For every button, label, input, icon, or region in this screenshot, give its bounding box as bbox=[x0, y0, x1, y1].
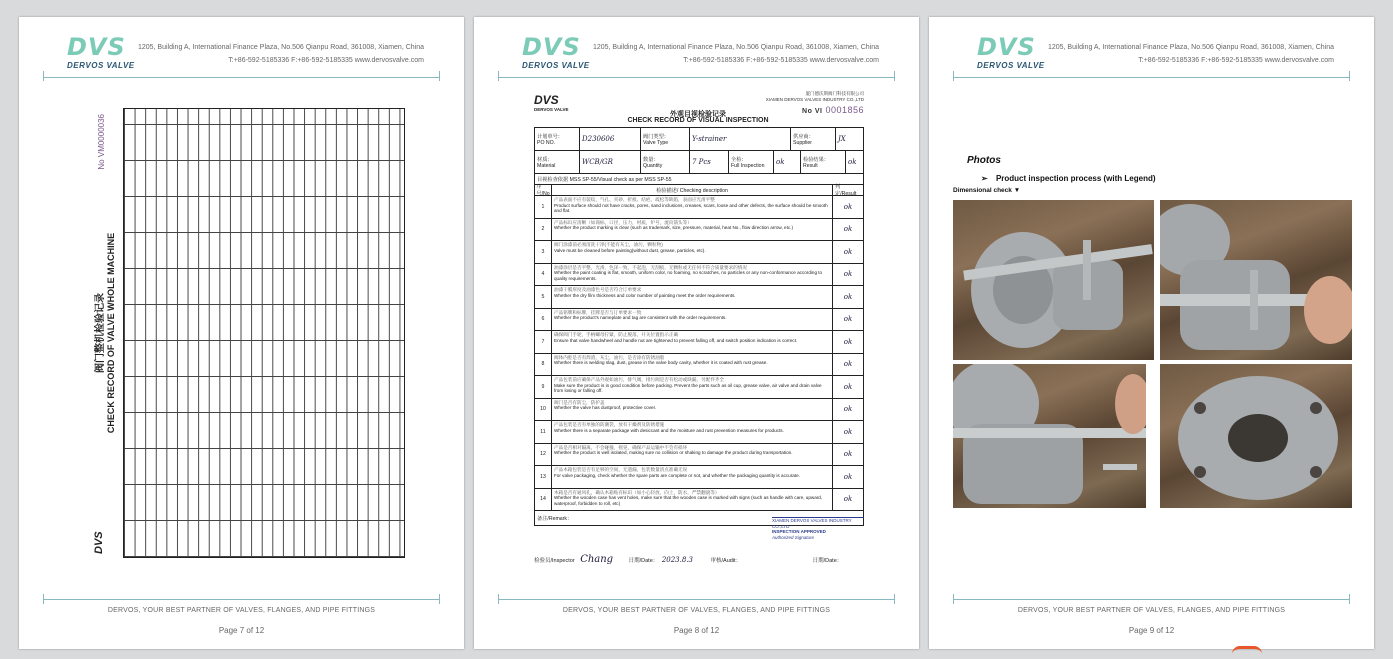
scanned-record-rotated bbox=[79, 93, 424, 573]
company-address: 1205, Building A, International Finance Plaza, No.506 Qianpu Road, 361008, Xiamen, China T:+86-592-5185336 F:+86-592-5185335 www.dervosvalve.com bbox=[137, 44, 424, 64]
page-number: Page 9 of 12 bbox=[1128, 626, 1175, 635]
record-title-en: CHECK RECORD OF VALVE WHOLE MACHINE bbox=[105, 232, 116, 434]
photos-heading: Photos bbox=[967, 155, 1001, 166]
orange-cursor-mark bbox=[1232, 646, 1262, 659]
check-item-row bbox=[535, 264, 863, 287]
company-logo: DVS DERVOS VALVE bbox=[977, 33, 1045, 70]
company-logo: DVS DERVOS VALVE bbox=[522, 33, 590, 70]
photo-flange-bore bbox=[1160, 364, 1352, 508]
check-item-description: 产品包装是否有单独的防潮袋，放有干燥剂及防锈措施 Whether there is a separate package with desiccant and the moisture and rust prevention measures for products. bbox=[552, 421, 833, 443]
inspector-signature: Chang bbox=[580, 554, 614, 565]
check-item-description: 产品表面不应有裂纹，气孔、夹砂、折痕、结疤、疏松等缺陷，表面应光滑平整 Product surface should not have cracks, pores, sand inclusions, creases, scars, loose and other defects, the surface should be smooth and flat. bbox=[552, 196, 833, 218]
check-item-description: 阀门涂漆前必须清洗干净(不能有灰尘，油污，颗粒物) Valve must be cleaned before painting(without dust, grease, particles, etc). bbox=[552, 241, 833, 263]
check-item-no: 9 bbox=[535, 376, 552, 398]
check-item-result: ok bbox=[843, 337, 853, 346]
check-item-row bbox=[535, 241, 863, 264]
check-item-description: 产品是否相对隔离，不会碰撞，摇晃，确保产品运输中不会有损坏 Whether the product is well isolated, making sure no collision or shaking to damage the product during transportation. bbox=[552, 444, 833, 466]
check-item-description: 阀门是否有防尘，防护盖 Whether the valve has dustproof, protective cover. bbox=[552, 399, 833, 421]
photo-caliper-body bbox=[953, 364, 1146, 508]
footer-rule bbox=[498, 599, 895, 600]
check-item-no: 13 bbox=[535, 466, 552, 488]
check-item-row bbox=[535, 444, 863, 467]
check-item-description: 确保阀门手轮，手柄螺母拧紧，防止脱落，开关位置指示正确 Ensure that valve handwheel and handle nut are tightened to prevent falling off, and switch position indication is correct. bbox=[552, 331, 833, 353]
photo-caliper-flange-1 bbox=[953, 200, 1154, 360]
footer-rule bbox=[953, 599, 1350, 600]
check-item-result: ok bbox=[843, 247, 853, 256]
check-item-no: 6 bbox=[535, 309, 552, 331]
approval-stamp: XIAMEN DERVOS VALVES INDUSTRY CO.,LTD INSPECTION APPROVED Authorized Signature bbox=[772, 517, 864, 540]
check-item-row bbox=[535, 466, 863, 489]
record-title-cn: 阀门整机检验记录 bbox=[94, 293, 106, 373]
header-rule bbox=[953, 77, 1350, 78]
form-company: 厦门德沃斯阀门科技有限公司 XIAMEN DERVOS VALVES INDUSTRY CO.,LTD bbox=[765, 91, 864, 102]
check-item-result: ok bbox=[843, 202, 853, 211]
check-item-description: 阀体内腔是否有焊渣，灰尘，油污，是否涂有防锈油脂 Whether there is welding slag, dust, grease in the valve body cavity, whether it is coated with rust grease. bbox=[552, 354, 833, 376]
check-item-no: 14 bbox=[535, 489, 552, 511]
check-item-description: 产品铭牌和标牌，挂牌是否与订单要求一致 Whether the product's nameplate and tag are consistent with the order requirements. bbox=[552, 309, 833, 331]
check-item-row bbox=[535, 376, 863, 399]
photo-caliper-flange-2 bbox=[1160, 200, 1352, 360]
check-item-row bbox=[535, 489, 863, 512]
footer-slogan: DERVOS, YOUR BEST PARTNER OF VALVES, FLANGES, AND PIPE FITTINGS bbox=[562, 607, 831, 614]
check-item-no: 12 bbox=[535, 444, 552, 466]
page-header bbox=[929, 17, 1374, 97]
check-item-no: 10 bbox=[535, 399, 552, 421]
page-number: Page 8 of 12 bbox=[673, 626, 720, 635]
document-page-9 bbox=[929, 17, 1374, 649]
check-item-row bbox=[535, 421, 863, 444]
check-item-no: 2 bbox=[535, 219, 552, 241]
check-item-no: 7 bbox=[535, 331, 552, 353]
check-item-description: 木箱是否有通风孔，确认木箱贴有标识（如小心轻放，向上，防水，严禁翻滚等） Whether the wooden case has vent holes, make sure that the wooden case is marked with signs (such as handle with care, upward, waterproof, forbidden to roll, etc) bbox=[552, 489, 833, 511]
check-item-row bbox=[535, 399, 863, 422]
check-item-result: ok bbox=[843, 405, 853, 414]
company-address: 1205, Building A, International Finance Plaza, No.506 Qianpu Road, 361008, Xiamen, China T:+86-592-5185336 F:+86-592-5185335 www.dervosvalve.com bbox=[1047, 44, 1334, 64]
header-rule bbox=[498, 77, 895, 78]
signature-line: 检验员/Inspector Chang 日期/Date： 2023.8.3 审核/Audit： 日期/Date： bbox=[534, 554, 843, 565]
form-title-cn: 外观目视检验记录 bbox=[670, 111, 726, 118]
company-logo: DVS DERVOS VALVE bbox=[67, 33, 135, 70]
check-item-no: 8 bbox=[535, 354, 552, 376]
check-item-result: ok bbox=[843, 495, 853, 504]
check-item-no: 1 bbox=[535, 196, 552, 218]
page-header bbox=[19, 17, 464, 97]
check-item-result: ok bbox=[843, 225, 853, 234]
footer-slogan: DERVOS, YOUR BEST PARTNER OF VALVES, FLANGES, AND PIPE FITTINGS bbox=[107, 607, 376, 614]
record-number: No VM0000036 bbox=[96, 114, 106, 170]
page-number: Page 7 of 12 bbox=[218, 626, 265, 635]
footer-rule bbox=[43, 599, 440, 600]
check-item-no: 5 bbox=[535, 286, 552, 308]
dimensional-check-label: Dimensional check ▼ bbox=[953, 187, 1021, 194]
check-item-result: ok bbox=[843, 270, 853, 279]
check-item-result: ok bbox=[843, 472, 853, 481]
process-heading: ➢ Product inspection process (with Legend) bbox=[981, 174, 1156, 183]
check-item-row bbox=[535, 331, 863, 354]
check-item-no: 4 bbox=[535, 264, 552, 286]
check-item-description: 油漆干膜厚度及油漆色号是否符合订单要求 Whether the dry film thickness and color number of painting meet the order requirements. bbox=[552, 286, 833, 308]
check-item-result: ok bbox=[843, 360, 853, 369]
check-item-row bbox=[535, 196, 863, 219]
check-item-result: ok bbox=[843, 427, 853, 436]
company-address: 1205, Building A, International Finance Plaza, No.506 Qianpu Road, 361008, Xiamen, China T:+86-592-5185336 F:+86-592-5185335 www.dervosvalve.com bbox=[592, 44, 879, 64]
form-title-en: CHECK RECORD OF VISUAL INSPECTION bbox=[627, 117, 769, 124]
check-item-result: ok bbox=[843, 450, 853, 459]
record-grid bbox=[123, 108, 405, 558]
check-item-row bbox=[535, 309, 863, 332]
check-item-row bbox=[535, 286, 863, 309]
form-number: No VI 0001856 bbox=[802, 105, 864, 115]
footer-slogan: DERVOS, YOUR BEST PARTNER OF VALVES, FLANGES, AND PIPE FITTINGS bbox=[1017, 607, 1286, 614]
visual-inspection-form bbox=[532, 89, 864, 574]
document-page-8 bbox=[474, 17, 919, 649]
check-item-result: ok bbox=[843, 292, 853, 301]
check-item-description: 产品标识应清晰（如商标，口径，压力，材质，炉号，流向箭头等） Whether the product marking is clear (such as trademark, size, pressure, material, heat No., flow direction arrow, etc.) bbox=[552, 219, 833, 241]
check-item-no: 11 bbox=[535, 421, 552, 443]
form-logo: DVS DERVOS VALVE bbox=[534, 93, 569, 112]
scan-logo: DVS bbox=[92, 531, 105, 554]
document-page-7 bbox=[19, 17, 464, 649]
check-items bbox=[535, 196, 863, 511]
dropdown-triangle-icon: ▼ bbox=[1013, 187, 1021, 194]
check-item-row bbox=[535, 219, 863, 242]
check-item-description: 油漆涂层是否平整，光滑，色泽一致，不起泡，无刮痕，无颗粒或无任何不符合质量要求的情况 Whether the paint coating is flat, smooth, uniform color, no foaming, no scratches, no particles or any non-conformance according to quality requirements. bbox=[552, 264, 833, 286]
header-rule bbox=[43, 77, 440, 78]
check-item-no: 3 bbox=[535, 241, 552, 263]
check-item-description: 产品包装前应确保产品外观如油污，排气阀，排污阀是否有松动或缺漏，另配件齐全 Make sure the product is in good condition before packing. Prevent the parts such as oil cup, grease valve, air valve and drain valve from losing or falling off. bbox=[552, 376, 833, 398]
check-item-result: ok bbox=[843, 315, 853, 324]
check-item-result: ok bbox=[843, 382, 853, 391]
page-header bbox=[474, 17, 919, 97]
check-item-description: 产品木箱包装是否有足够的空间，无遗漏，包装数量清点准确无误 For valve packaging, check whether the spare parts are complete or not, and whether the packaging quantity is accurate. bbox=[552, 466, 833, 488]
check-item-row bbox=[535, 354, 863, 377]
inspection-table: 计划单号： PO NO. D230606 阀门类型： Valve Type Y-strainer 供应商： Supplier JX 材质： Material WCB/GR 数量： Quantity 7 Pcs 全检： Full Inspection ok 检验结果： Result ok 目视检查依据 MSS SP-55/Visual check as per MSS SP-55 序号/No 检验描述/ Checking description 判定/Result 1 产品表面不应有裂纹，气孔、夹砂、折痕、结疤、疏松等缺陷，表面应光滑平整 Product surface should not have cracks, pores, sand inclusions, creases, scars, loose and other defects, the surface should be smooth and flat. ok 2 产品标识应清晰（如商标，口径，压力，材质，炉号，流向箭头等） Whether the product marking is clear (such as trademark, size, pressure, material, heat No., flow direction arrow, etc.) ok 3 阀门涂漆前必须清洗干净(不能有灰尘，油污，颗粒物) Valve must be cleaned before painting(without dust, grease, particles, etc). ok 4 油漆涂层是否平整，光滑，色泽一致，不起泡，无刮痕，无颗粒或无任何不符合质量要求的情况 Whether the paint coating is flat, smooth, uniform color, no foaming, no scratches, no particles or any non-conformance according to quality requirements. ok 5 油漆干膜厚度及油漆色号是否符合订单要求 Whether the dry film thickness and color number of painting meet the order requirements. ok 6 产品铭牌和标牌，挂牌是否与订单要求一致 Whether the product's nameplate and tag are consistent with the order requirements. ok 7 确保阀门手轮，手柄螺母拧紧，防止脱落，开关位置指示正确 Ensure that valve handwheel and handle nut are tightened to prevent falling off, and switch position indication is correct. ok 8 阀体内腔是否有焊渣，灰尘，油污，是否涂有防锈油脂 Whether there is welding slag, dust, grease in the valve body cavity, whether it is coated with rust grease. ok 9 产品包装前应确保产品外观如油污，排气阀，排污阀是否有松动或缺漏，另配件齐全 Make sure the product is in good condition before packing. Prevent the parts such as oil cup, grease valve, air valve and drain valve from losing or falling off. ok 10 阀门是否有防尘，防护盖 Whether the valve has dustproof, protective cover. ok 11 产品包装是否有单独的防潮袋，放有干燥剂及防锈措施 Whether there is a separate package with desiccant and the moisture and rust prevention measures for products. ok 12 产品是否相对隔离，不会碰撞，摇晃，确保产品运输中不会有损坏 Whether the product is well isolated, making sure no collision or shaking to damage the product during transportation. ok 13 产品木箱包装是否有足够的空间，无遗漏，包装数量清点准确无误 For valve packaging, check whether the spare parts are complete or not, and whether the packaging quantity is accurate. ok 14 木箱是否有通风孔，确认木箱贴有标识（如小心轻放，向上，防水，严禁翻滚等） Whether the wooden case has vent holes, make sure that the wooden case is marked with signs (such as handle with care, upward, waterproof, forbidden to roll, etc) ok 备注/Remark： bbox=[534, 127, 864, 526]
